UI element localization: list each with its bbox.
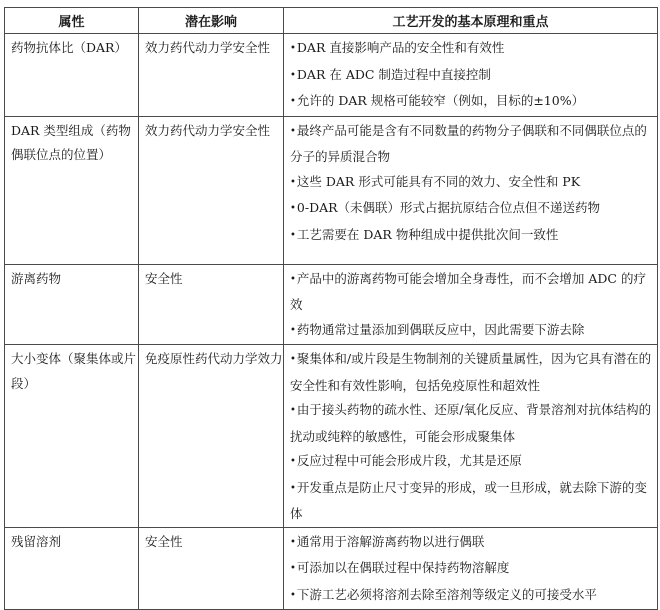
rationale-cell [284, 34, 658, 117]
attribute-cell: 药物抗体比（DAR） [5, 34, 139, 117]
table-row [5, 527, 658, 610]
bullet-point: • 聚集体和/或片段是生物制剂的关键质量属性，因为它具有潜在的安全性和有效性影响，包括免疫原性和超效性 [290, 347, 657, 398]
bullet-point: • DAR 在 ADC 制造过程中直接控制 [290, 63, 657, 90]
header-attribute: 属性 [5, 8, 139, 34]
bullet-point: • 最终产品可能是含有不同数量的药物分子偶联和不同偶联位点的分子的异质混合物 [290, 119, 657, 170]
rationale-cell [284, 264, 658, 345]
bullet-point: • 0-DAR（未偶联）形式占据抗原结合位点但不递送药物 [290, 196, 657, 223]
attribute-cell: DAR 类型组成（药物偶联位点的位置） [5, 116, 139, 264]
bullet-point: • 开发重点是防止尺寸变异的形成，或一旦形成，就去除下游的变体 [290, 476, 657, 527]
bullet-point: • 允许的 DAR 规格可能较窄（例如，目标的±10%） [290, 89, 657, 116]
bullet-point: • 反应过程中可能会形成片段，尤其是还原 [290, 449, 657, 476]
impact-cell: 效力药代动力学安全性 [139, 116, 284, 264]
header-impact: 潜在影响 [139, 8, 284, 34]
bullet-point: • 工艺需要在 DAR 物种组成中提供批次间一致性 [290, 223, 657, 250]
bullet-point: • 下游工艺必须将溶剂去除至溶剂等级定义的可接受水平 [290, 583, 657, 610]
bullet-point: • 通常用于溶解游离药物以进行偶联 [290, 530, 657, 557]
attribute-cell: 残留溶剂 [5, 527, 139, 610]
impact-cell: 安全性 [139, 527, 284, 610]
bullet-point: • 这些 DAR 形式可能具有不同的效力、安全性和 PK [290, 170, 657, 197]
table-row [5, 34, 658, 117]
bullet-point: • 产品中的游离药物可能会增加全身毒性，而不会增加 ADC 的疗效 [290, 267, 657, 318]
rationale-cell [284, 116, 658, 264]
rationale-cell [284, 527, 658, 610]
bullet-point: • 可添加以在偶联过程中保持药物溶解度 [290, 556, 657, 583]
table-row [5, 116, 658, 264]
table-row [5, 345, 658, 528]
attribute-cell: 大小变体（聚集体或片段） [5, 345, 139, 528]
rationale-cell [284, 345, 658, 528]
impact-cell: 效力药代动力学安全性 [139, 34, 284, 117]
table-header-row [5, 8, 658, 34]
bullet-point: • 药物通常过量添加到偶联反应中，因此需要下游去除 [290, 318, 657, 345]
impact-cell: 免疫原性药代动力学效力 [139, 345, 284, 528]
header-rationale: 工艺开发的基本原理和重点 [284, 8, 658, 34]
bullet-point: • DAR 直接影响产品的安全性和有效性 [290, 36, 657, 63]
attribute-cell: 游离药物 [5, 264, 139, 345]
process-development-table [4, 7, 658, 610]
bullet-point: • 由于接头药物的疏水性、还原/氧化反应、背景溶剂对抗体结构的扰动或纯粹的敏感性，可能会形成聚集体 [290, 398, 657, 449]
table-row [5, 264, 658, 345]
impact-cell: 安全性 [139, 264, 284, 345]
